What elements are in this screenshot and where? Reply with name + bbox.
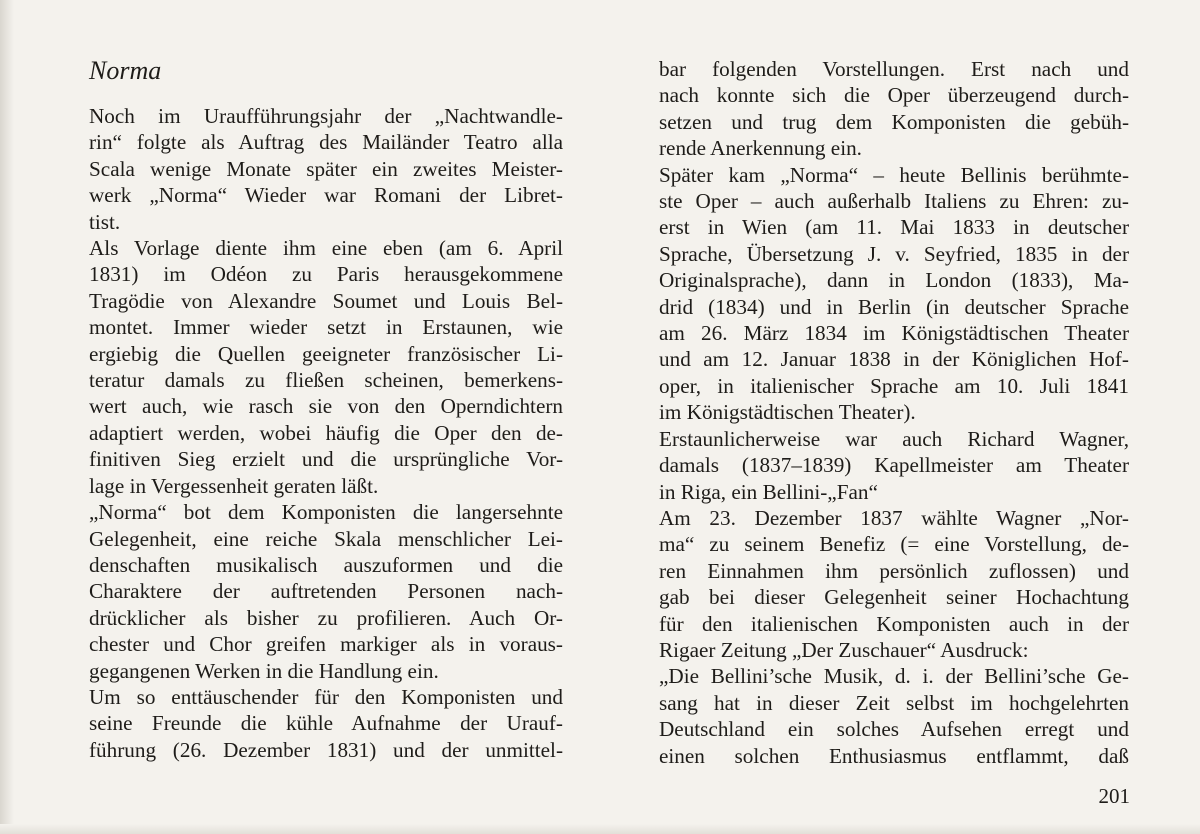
text-line: gegangenen Werken in die Handlung ein.: [89, 658, 439, 683]
text-line: Später kam „Norma“ – heute Bellinis berühmte-: [659, 162, 1129, 187]
text-line: „Norma“ bot dem Komponisten die langersehnte: [89, 500, 563, 525]
text-line: sang hat in dieser Zeit selbst im hochgelehrten: [659, 690, 1129, 715]
text-line: ma“ zu seinem Benefiz (= eine Vorstellung, de-: [659, 532, 1129, 557]
text-line: gab bei dieser Gelegenheit seiner Hochachtung: [659, 585, 1129, 610]
text-line: im Königstädtischen Theater).: [659, 400, 916, 425]
text-line: lage in Vergessenheit geraten läßt.: [89, 473, 379, 498]
text-line: Rigaer Zeitung „Der Zuschauer“ Ausdruck:: [659, 637, 1029, 662]
text-line: Sprache, Übersetzung J. v. Seyfried, 1835 in der: [659, 241, 1129, 266]
text-line: Erstaunlicherweise war auch Richard Wagner,: [659, 426, 1129, 451]
text-line: Deutschland ein solches Aufsehen erregt und: [659, 717, 1129, 742]
text-line: werk „Norma“ Wieder war Romani der Libret-: [89, 183, 563, 208]
right-column-body: [659, 56, 1129, 769]
left-column-body: [89, 103, 563, 763]
text-line: „Die Bellini’sche Musik, d. i. der Bellini’sche Ge-: [659, 664, 1129, 689]
text-line: Um so enttäuschender für den Komponisten und: [89, 684, 563, 709]
right-text-column: [659, 56, 1129, 769]
text-line: für den italienischen Komponisten auch in der: [659, 611, 1129, 636]
page-number: 201: [1098, 784, 1130, 808]
left-text-column: [89, 56, 563, 763]
section-title: Norma: [89, 56, 162, 85]
text-line: damals (1837–1839) Kapellmeister am Theater: [659, 453, 1129, 478]
text-line: ren Einnahmen ihm persönlich zuflossen) und: [659, 558, 1129, 583]
text-line: erst in Wien (am 11. Mai 1833 in deutscher: [659, 215, 1129, 240]
text-line: nach konnte sich die Oper überzeugend durch-: [659, 83, 1129, 108]
text-line: Noch im Uraufführungsjahr der „Nachtwandle-: [89, 104, 563, 128]
text-line: drücklicher als bisher zu profilieren. Auch Or-: [89, 605, 563, 630]
text-line: 1831) im Odéon zu Paris herausgekommene: [89, 262, 563, 287]
text-line: ste Oper – auch außerhalb Italiens zu Ehren: zu-: [659, 189, 1129, 214]
text-line: montet. Immer wieder setzt in Erstaunen, wie: [89, 315, 563, 340]
text-line: Scala wenige Monate später ein zweites Meister-: [89, 156, 563, 181]
page-bottom-shadow: [0, 824, 1200, 834]
text-line: Als Vorlage diente ihm eine eben (am 6. April: [89, 236, 563, 261]
text-line: setzen und trug dem Komponisten die gebüh-: [659, 109, 1129, 134]
text-line: oper, in italienischer Sprache am 10. Juli 1841: [659, 373, 1129, 398]
text-line: führung (26. Dezember 1831) und der unmittel-: [89, 737, 563, 762]
text-line: teratur damals zu fließen scheinen, bemerkens-: [89, 368, 563, 393]
text-line: chester und Chor greifen markiger als in voraus-: [89, 632, 563, 657]
text-line: rende Anerkennung ein.: [659, 136, 862, 161]
text-line: denschaften musikalisch auszuformen und die: [89, 552, 563, 577]
text-line: am 26. März 1834 im Königstädtischen Theater: [659, 321, 1129, 346]
text-line: und am 12. Januar 1838 in der Königlichen Hof-: [659, 347, 1129, 372]
text-line: Am 23. Dezember 1837 wählte Wagner „Nor-: [659, 505, 1129, 530]
text-line: Charaktere der auftretenden Personen nach-: [89, 579, 563, 604]
text-line: Gelegenheit, eine reiche Skala menschlicher Lei-: [89, 526, 563, 551]
text-line: tist.: [89, 209, 121, 234]
text-line: rin“ folgte als Auftrag des Mailänder Teatro alla: [89, 130, 563, 155]
text-line: bar folgenden Vorstellungen. Erst nach und: [659, 57, 1129, 81]
text-line: finitiven Sieg erzielt und die ursprüngliche Vor-: [89, 447, 563, 472]
text-line: drid (1834) und in Berlin (in deutscher Sprache: [659, 294, 1129, 319]
text-line: ergiebig die Quellen geeigneter französischer Li-: [89, 341, 563, 366]
text-line: wert auch, wie rasch sie von den Operndichtern: [89, 394, 563, 419]
page-gutter-shadow: [0, 0, 14, 834]
text-line: in Riga, ein Bellini-„Fan“: [659, 479, 878, 504]
text-line: adaptiert werden, wobei häufig die Oper den de-: [89, 420, 563, 445]
text-line: einen solchen Enthusiasmus entflammt, daß: [659, 743, 1129, 768]
text-line: Originalsprache), dann in London (1833), Ma-: [659, 268, 1129, 293]
text-line: Tragödie von Alexandre Soumet und Louis Bel-: [89, 288, 563, 313]
text-line: seine Freunde die kühle Aufnahme der Urauf-: [89, 711, 563, 736]
